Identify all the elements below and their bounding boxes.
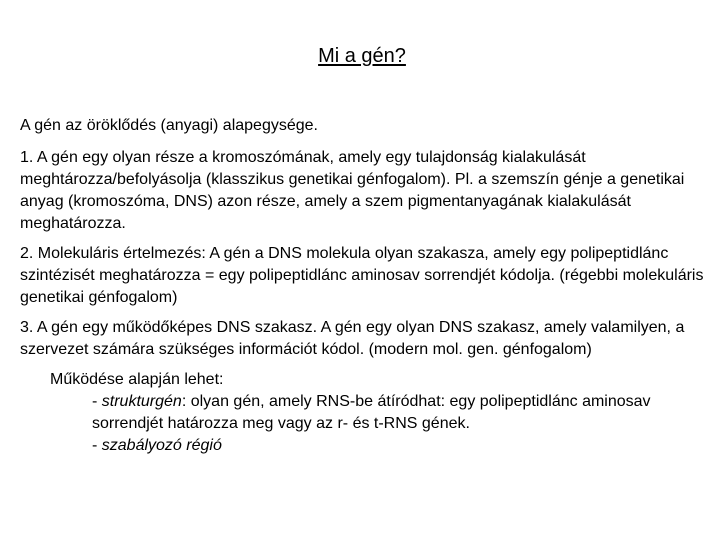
function-section <box>50 369 705 457</box>
paragraph-classical-definition: 1. A gén egy olyan része a kromoszómának, amely egy tulajdonság kialakulását meghtározza/befolyásolja (klasszikus genetikai génfogalom). Pl. a szemszín génje a genetikai anyag (kromoszóma, DNS) azon része, amely a szem pigmentanyagának kialakulását meghatározza. <box>20 149 685 232</box>
structural-gene-prefix: - <box>92 393 102 410</box>
intro-text: A gén az öröklődés (anyagi) alapegysége. <box>20 117 318 134</box>
structural-gene-item <box>92 391 705 435</box>
function-heading: Működése alapján lehet: <box>50 371 224 388</box>
structural-gene-description: : olyan gén, amely RNS-be átíródhat: egy polipeptidlánc aminosav sorrendjét határozza meg vagy az r- és t-RNS gének. <box>92 393 651 432</box>
paragraph-molecular-definition: 2. Molekuláris értelmezés: A gén a DNS molekula olyan szakasza, amely egy polipeptidlánc szintézisét meghatározza = egy polipeptidlánc aminosav sorrendjét kódolja. (régebbi molekuláris genetikai génfogalom) <box>20 245 704 306</box>
slide-title <box>0 43 720 69</box>
regulatory-region-prefix: - <box>92 437 102 454</box>
paragraph-modern-definition: 3. A gén egy működőképes DNS szakasz. A gén egy olyan DNS szakasz, amely valamilyen, a szervezet számára szükséges információt kódol. (modern mol. gen. génfogalom) <box>20 319 685 358</box>
regulatory-region-item <box>92 435 705 457</box>
slide-content <box>20 115 705 457</box>
structural-gene-term: strukturgén <box>101 393 182 410</box>
title-text: Mi a gén? <box>318 45 406 67</box>
regulatory-region-term: szabályozó régió <box>101 437 222 454</box>
